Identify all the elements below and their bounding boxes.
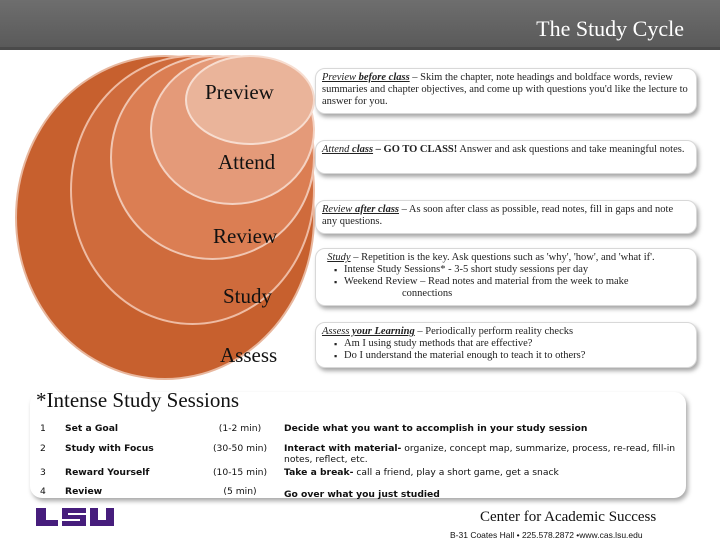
review-text: – As soon after class as possible, read notes, fill in gaps and note any questions.: [322, 204, 674, 227]
page-title: The Study Cycle: [536, 16, 684, 41]
row-goal: Study with Focus: [65, 443, 154, 454]
row-time: (10-15 min): [212, 467, 268, 478]
attend-description: [315, 140, 697, 174]
row-description: Take a break- call a friend, play a short game, get a snack: [284, 467, 559, 478]
assess-lead-bold: your Learning: [349, 326, 415, 337]
stage-label-preview: Preview: [205, 80, 274, 104]
study-bullet-continued: connections: [402, 288, 453, 299]
row-number: 1: [40, 423, 46, 434]
assess-text: – Periodically perform reality checks: [414, 326, 574, 337]
stage-label-study: Study: [223, 284, 273, 308]
row-goal: Set a Goal: [65, 423, 119, 434]
attend-lead-bold: class: [349, 144, 374, 155]
row-number: 2: [40, 443, 46, 454]
row-description: Go over what you just studied: [284, 489, 440, 500]
assess-bullet: ▪ Am I using study methods that are effective?: [322, 338, 690, 350]
stage-label-assess: Assess: [220, 343, 278, 367]
row-time: (1-2 min): [218, 423, 262, 434]
study-bullet: ▪ Intense Study Sessions* - 3-5 short study sessions per day: [322, 264, 690, 276]
row-time: (30-50 min): [212, 443, 268, 454]
preview-lead: Preview: [322, 72, 357, 83]
assess-bullet: ▪ Do I understand the material enough to teach it to others?: [322, 350, 690, 362]
preview-text: – Skim the chapter, note headings and boldface words, review summaries and chapter objectives, and come up with questions you'd like the lecture to answer for you.: [322, 72, 688, 107]
center-name: Center for Academic Success: [480, 509, 657, 525]
review-lead: Review: [322, 204, 353, 215]
assess-description: [315, 322, 697, 368]
lsu-logo: [34, 507, 116, 527]
preview-lead-bold: before class: [356, 72, 410, 83]
center-address: B-31 Coates Hall • 225.578.2872 •www.cas.lsu.edu: [450, 530, 643, 540]
row-time: (5 min): [223, 486, 257, 497]
attend-text-bold: – GO TO CLASS!: [373, 144, 458, 155]
row-goal: Reward Yourself: [65, 467, 150, 478]
review-lead-bold: after class: [352, 204, 399, 215]
stage-label-review: Review: [213, 224, 278, 248]
row-number: 3: [40, 467, 46, 478]
row-description: Decide what you want to accomplish in your study session: [284, 423, 588, 434]
row-description: Interact with material- organize, concept map, summarize, process, re-read, fill-in notes, reflect, etc.: [284, 443, 676, 465]
row-number: 4: [40, 486, 46, 497]
attend-text: Answer and ask questions and take meaningful notes.: [457, 144, 685, 155]
sessions-title: *Intense Study Sessions: [36, 388, 240, 412]
title-bar: [0, 0, 720, 50]
study-bullet: ▪ Weekend Review – Read notes and material from the week to make: [322, 276, 690, 288]
preview-description: [315, 68, 697, 114]
study-description: [315, 248, 697, 306]
study-lead: Study: [327, 252, 351, 263]
study-text: – Repetition is the key. Ask questions such as 'why', 'how', and 'what if'.: [350, 252, 655, 263]
review-description: [315, 200, 697, 234]
attend-lead: Attend: [322, 144, 350, 155]
stage-label-attend: Attend: [218, 150, 276, 174]
assess-lead: Assess: [322, 326, 350, 337]
row-goal: Review: [65, 486, 103, 497]
